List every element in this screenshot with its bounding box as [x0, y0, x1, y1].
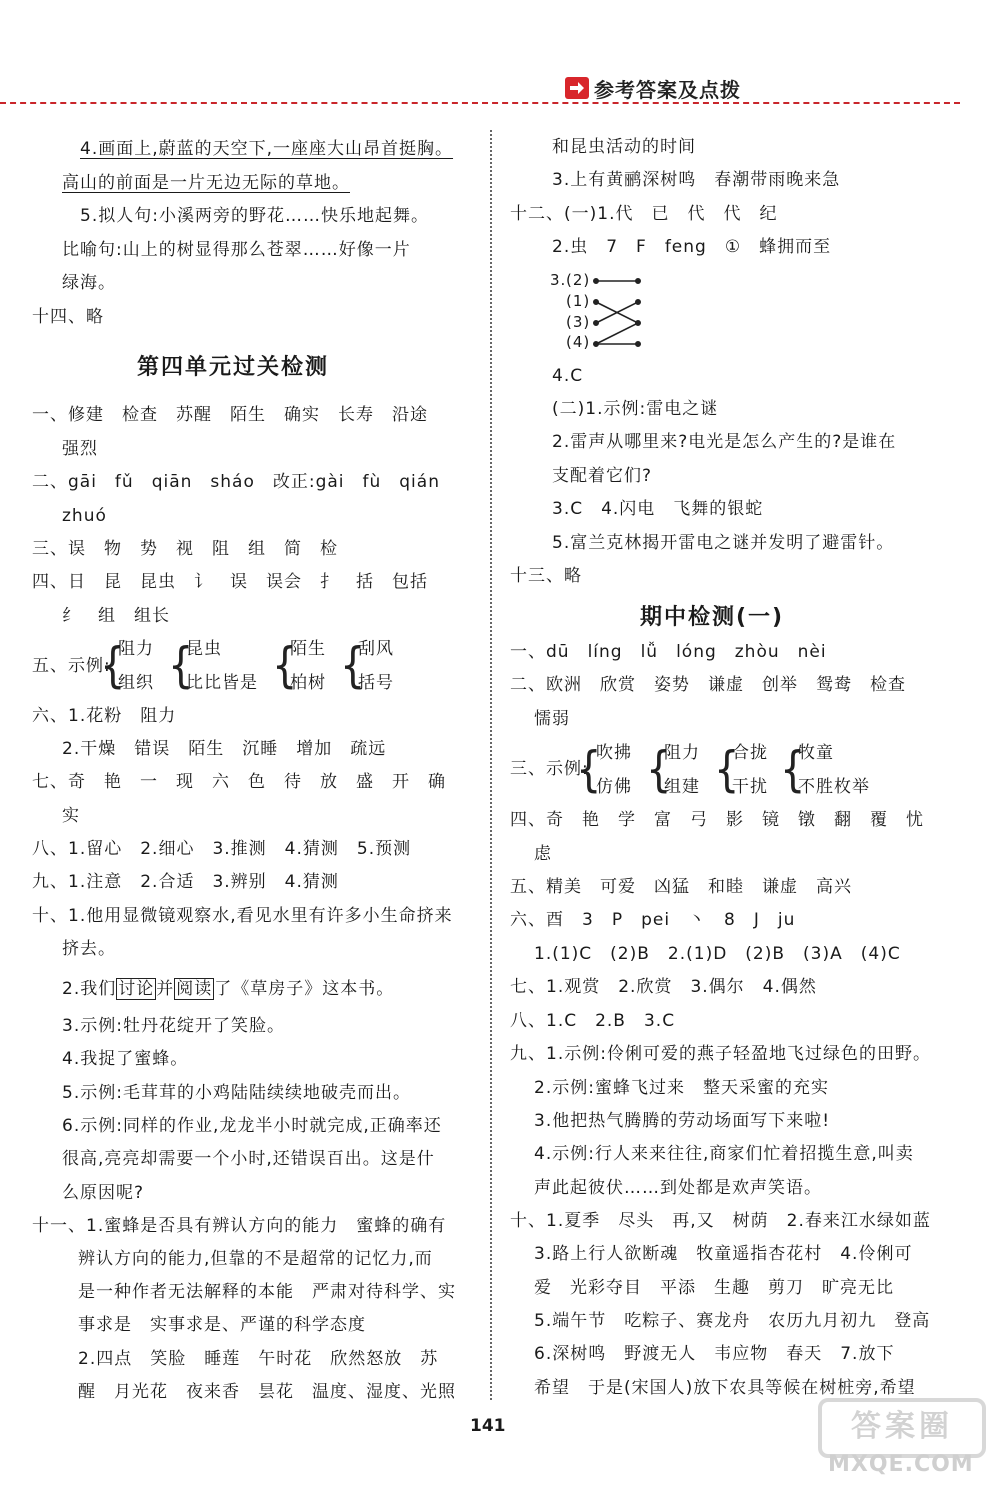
- answer-line: 么原因呢?: [62, 1183, 145, 1203]
- answer-line: 九、1.注意 2.合适 3.辨别 4.猜测: [32, 872, 339, 892]
- answer-line: 四、奇 艳 学 富 弓 影 镜 镦 翻 覆 忧: [510, 810, 924, 830]
- answer-line: 七、奇 艳 一 现 六 色 待 放 盛 开 确: [32, 772, 446, 792]
- answer-line: 醒 月光花 夜来香 昙花 温度、湿度、光照: [78, 1382, 456, 1402]
- answer-text: 并: [156, 979, 175, 999]
- answer-line: 四、日 昆 昆虫 讠 误 误会 扌 括 包括: [32, 572, 428, 592]
- match-prefix: 3.: [550, 271, 567, 289]
- answer-line: 2.示例:蜜蜂飞过来 整天采蜜的充实: [534, 1078, 829, 1098]
- answer-line: 绿海。: [62, 273, 116, 293]
- answer-line: 十一、1.蜜蜂是否具有辨认方向的能力 蜜蜂的确有: [32, 1216, 447, 1236]
- brace-glyph: {: [646, 742, 672, 798]
- answer-word: 牧童: [798, 743, 834, 763]
- answer-line: 虑: [534, 844, 552, 864]
- answer-word: 比比皆是: [186, 673, 258, 693]
- answer-line: 九、1.示例:伶俐可爱的燕子轻盈地飞过绿色的田野。: [510, 1044, 931, 1064]
- answer-word: 阻力: [664, 743, 700, 763]
- answer-line: 声此起彼伏……到处都是欢声笑语。: [534, 1178, 822, 1198]
- brace-glyph: {: [780, 742, 806, 798]
- answer-line: 6.深树鸣 野渡无人 韦应物 春天 7.放下: [534, 1344, 895, 1364]
- watermark-logo: [818, 1398, 986, 1458]
- answer-word: 不胜枚举: [798, 777, 870, 797]
- brace-glyph: {: [576, 742, 602, 798]
- answer-line: 希望 于是(宋国人)放下农具等候在树桩旁,希望: [534, 1378, 916, 1398]
- answer-line: 支配着它们?: [552, 466, 653, 486]
- answer-line: 2.雷声从哪里来?电光是怎么产生的?是谁在: [552, 432, 897, 452]
- answer-line: 1.(1)C (2)B 2.(1)D (2)B (3)A (4)C: [534, 944, 901, 964]
- answer-word: 刮风: [358, 639, 394, 659]
- answer-line: 3.他把热气腾腾的劳动场面写下来啦!: [534, 1111, 831, 1131]
- answer-line: 一、修建 检查 苏醒 陌生 确实 长寿 沿途: [32, 405, 428, 425]
- answer-line: 3.上有黄鹂深树鸣 春潮带雨晚来急: [552, 170, 841, 190]
- answer-line: 5.端午节 吃粽子、赛龙舟 农历九月初九 登高: [534, 1311, 931, 1331]
- answer-line: 和昆虫活动的时间: [552, 137, 696, 157]
- answer-label: 三、示例:: [510, 759, 589, 779]
- answer-line: 5.示例:毛茸茸的小鸡陆陆续续地破壳而出。: [62, 1083, 411, 1103]
- watermark-site: MXQE.COM: [828, 1452, 974, 1477]
- answer-line: 是一种作者无法解释的本能 严肃对待科学、实: [78, 1282, 456, 1302]
- answer-line: 五、精美 可爱 凶猛 和睦 谦虚 高兴: [510, 877, 852, 897]
- answer-line: 3.路上行人欲断魂 牧童遥指杏花村 4.伶俐可: [534, 1244, 913, 1264]
- answer-line: 三、误 物 势 视 阻 组 简 检: [32, 539, 338, 559]
- answer-label: 五、示例:: [32, 656, 111, 676]
- answer-word: 括号: [358, 673, 394, 693]
- answer-word: 干扰: [732, 777, 768, 797]
- answer-word: 柏树: [290, 673, 326, 693]
- answer-line: 3.C 4.闪电 飞舞的银蛇: [552, 499, 764, 519]
- answer-line: 十、1.他用显微镜观察水,看见水里有许多小生命挤来: [32, 906, 453, 926]
- answer-line: 辨认方向的能力,但靠的不是超常的记忆力,而: [78, 1249, 433, 1269]
- answer-line: zhuó: [62, 506, 107, 526]
- boxed-word: 阅读: [176, 979, 213, 999]
- answer-line: 很高,亮亮却需要一个小时,还错误百出。这是什: [62, 1149, 435, 1169]
- answer-line: 强烈: [62, 439, 98, 459]
- answer-line: 纟 组 组长: [62, 606, 170, 626]
- answer-line: 爱 光彩夺目 平添 生趣 剪刀 旷亮无比: [534, 1278, 894, 1298]
- answer-line: 2.干燥 错误 陌生 沉睡 增加 疏远: [62, 739, 387, 759]
- answer-line: 4.示例:行人来来往往,商家们忙着招揽生意,叫卖: [534, 1144, 914, 1164]
- answer-word: 陌生: [290, 639, 326, 659]
- answer-line: 高山的前面是一片无边无际的草地。: [62, 173, 350, 193]
- answer-line: 一、dū líng lǚ lóng zhòu nèi: [510, 642, 827, 662]
- column-divider: [490, 130, 492, 1400]
- answer-line: 十、1.夏季 尽头 再,又 树荫 2.春来江水绿如蓝: [510, 1211, 931, 1231]
- answer-line: 比喻句:山上的树显得那么苍翠……好像一片: [62, 240, 411, 260]
- header-divider: [0, 102, 960, 104]
- answer-line: (二)1.示例:雷电之谜: [552, 399, 719, 419]
- brace-glyph: {: [272, 638, 298, 694]
- answer-word: 仿佛: [596, 777, 632, 797]
- page-number: 141: [470, 1416, 506, 1436]
- answer-line: 4.画面上,蔚蓝的天空下,一座座大山昂首挺胸。: [80, 139, 454, 159]
- brace-glyph: {: [100, 638, 126, 694]
- answer-line: 2.四点 笑脸 睡莲 午时花 欣然怒放 苏: [78, 1349, 439, 1369]
- answer-word: 合拢: [732, 743, 768, 763]
- answer-word: 吹拂: [596, 743, 632, 763]
- answer-line: 挤去。: [62, 939, 116, 959]
- section-title: 第四单元过关检测: [137, 355, 330, 380]
- answer-line: 六、1.花粉 阻力: [32, 706, 177, 726]
- answer-line: 懦弱: [534, 709, 570, 729]
- answer-line: 5.富兰克林揭开雷电之谜并发明了避雷针。: [552, 533, 895, 553]
- answer-word: 昆虫: [186, 639, 222, 659]
- answer-line: 七、1.观赏 2.欣赏 3.偶尔 4.偶然: [510, 977, 817, 997]
- answer-word: 阻力: [118, 639, 154, 659]
- match-item: (1): [566, 292, 591, 310]
- brace-glyph: {: [168, 638, 194, 694]
- answer-line: 3.示例:牡丹花绽开了笑脸。: [62, 1016, 285, 1036]
- match-item: (2): [566, 271, 591, 289]
- brace-glyph: {: [340, 638, 366, 694]
- answer-word: 组建: [664, 777, 700, 797]
- answer-line: 4.我捉了蜜蜂。: [62, 1049, 189, 1069]
- answer-line: 4.C: [552, 366, 584, 386]
- answer-line: 6.示例:同样的作业,龙龙半小时就完成,正确率还: [62, 1116, 442, 1136]
- answer-line: 十二、(一)1.代 已 代 代 纪: [510, 204, 778, 224]
- answer-line: 事求是 实事求是、严谨的科学态度: [78, 1315, 366, 1335]
- answer-line: 二、gāi fǔ qiān sháo 改正:gài fù qián: [32, 472, 440, 492]
- watermark-badge-text: 答案圈: [851, 1409, 953, 1444]
- boxed-word: 讨论: [118, 979, 155, 999]
- match-item: (3): [566, 313, 591, 331]
- matching-lines: [590, 270, 650, 354]
- brace-glyph: {: [714, 742, 740, 798]
- answer-line: 六、酉 3 P pei 丶 8 J ju: [510, 910, 796, 930]
- answer-line: [62, 977, 394, 1001]
- answer-line: 实: [62, 806, 80, 826]
- answer-line: 八、1.留心 2.细心 3.推测 4.猜测 5.预测: [32, 839, 412, 859]
- answer-line: 十四、略: [32, 307, 104, 327]
- section-title: 期中检测(一): [640, 605, 785, 630]
- arrow-icon: [565, 77, 589, 99]
- answer-line: 十三、略: [510, 566, 582, 586]
- answer-word: 组织: [118, 673, 154, 693]
- answer-text: 了《草房子》这本书。: [214, 979, 395, 999]
- answer-line: 二、欧洲 欣赏 姿势 谦虚 创举 鸳鸯 检查: [510, 675, 906, 695]
- match-item: (4): [566, 333, 591, 351]
- answer-line: 5.拟人句:小溪两旁的野花……快乐地起舞。: [80, 206, 429, 226]
- answer-line: 2.虫 7 F feng ① 蜂拥而至: [552, 237, 832, 257]
- header-title: 参考答案及点拨: [594, 78, 741, 102]
- answer-line: 八、1.C 2.B 3.C: [510, 1011, 676, 1031]
- page-header: [0, 0, 1000, 120]
- answer-text: 2.我们: [62, 979, 117, 999]
